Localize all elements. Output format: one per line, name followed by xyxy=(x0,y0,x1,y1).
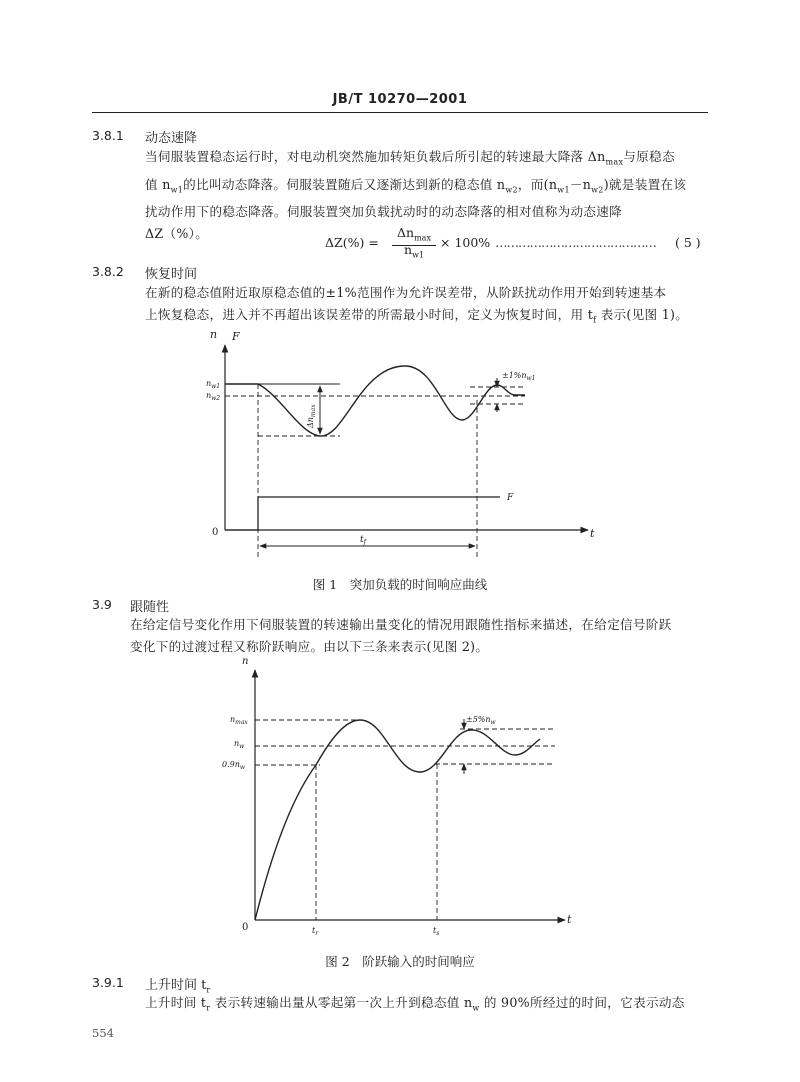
fig1-label-band: $\pm 1\%n_{w1}$ xyxy=(502,371,536,382)
fig1-label-n: n xyxy=(210,328,218,341)
formula-rhs: × 100% xyxy=(440,235,491,250)
section-title-3-9-1: 上升时间 $t_r$ xyxy=(145,978,211,995)
fig2-label-nw: $n_w$ xyxy=(234,739,245,750)
section-number-3-8-1: 3.8.1 xyxy=(92,128,124,143)
page-number: 554 xyxy=(92,1026,114,1040)
section-title-3-8-1: 动态速降 xyxy=(145,131,198,146)
paragraph-line: 上升时间 $t_r$ 表示转速输出量从零起第一次上升到稳态值 $n_w$ 的 90%所经过的时间，它表示动态 xyxy=(145,995,685,1013)
fig1-label-tf: $t_f$ xyxy=(360,535,366,546)
fig1-label-zero: 0 xyxy=(212,527,219,538)
paragraph-line: 当伺服装置稳态运行时，对电动机突然施加转矩负载后所引起的转速最大降落 $\Delta n_{max}$与原稳态 xyxy=(145,149,675,167)
figure-1-caption: 图 1 突加负载的时间响应曲线 xyxy=(312,577,488,592)
fig1-label-nw2: $n_{w2}$ xyxy=(206,391,221,402)
fig1-label-t: t xyxy=(590,527,595,540)
paragraph-3-9-1 xyxy=(145,992,710,1020)
formula-lhs: ΔZ(%) = xyxy=(325,235,379,250)
document-header: JB/T 10270—2001 xyxy=(332,92,468,107)
fig2-label-nmax: $n_{max}$ xyxy=(230,715,248,726)
fig1-label-dn: $\Delta n_{max}$ xyxy=(306,404,317,428)
formula-number: ( 5 ) xyxy=(675,235,701,250)
formula-numerator: $\Delta n_{max}$ xyxy=(392,226,436,246)
fig1-label-F: F xyxy=(232,330,240,343)
fig2-label-zero: 0 xyxy=(242,922,249,933)
section-title-3-9: 跟随性 xyxy=(130,600,170,615)
fig2-label-ts: $t_s$ xyxy=(433,926,440,937)
fig2-label-tr: $t_r$ xyxy=(312,926,319,937)
paragraph-line: ΔZ（%）。 xyxy=(145,226,209,242)
section-number-3-9: 3.9 xyxy=(92,597,112,612)
paragraph-line: 在新的稳态值附近取原稳态值的±1%范围作为允许误差带，从阶跃扰动作用开始到转速基本 xyxy=(145,285,667,300)
fig2-label-09nw: $0.9n_w$ xyxy=(222,760,246,771)
figure-2-caption: 图 2 阶跃输入的时间响应 xyxy=(325,954,475,969)
section-title-3-8-2: 恢复时间 xyxy=(145,267,198,282)
section-number-3-9-1: 3.9.1 xyxy=(92,975,124,990)
fig1-label-F2: F xyxy=(507,493,514,503)
fig1-label-nw1: $n_{w1}$ xyxy=(206,379,221,390)
formula-denominator: $n_{w1}$ xyxy=(404,242,424,260)
formula-leader-dots: …………………………………… xyxy=(495,235,656,250)
paragraph-line: 在给定信号变化作用下伺服装置的转速输出量变化的情况用跟随性指标来描述，在给定信号阶跃 xyxy=(130,617,672,632)
fig2-response-curve xyxy=(255,720,540,920)
section-number-3-8-2: 3.8.2 xyxy=(92,264,124,279)
paragraph-line: 值 $n_{w1}$的比叫动态降落。伺服装置随后又逐渐达到新的稳态值 $n_{w2}$，而$(n_{w1}-n_{w2})$就是装置在该 xyxy=(145,176,687,195)
fig2-label-band: $\pm 5\%n_w$ xyxy=(466,715,496,726)
paragraph-line: 上恢复稳态，进入并不再超出该误差带的所需最小时间，定义为恢复时间，用 $t_f$ 表示(见图 1)。 xyxy=(145,307,689,325)
paragraph-line: 变化下的过渡过程又称阶跃响应。由以下三条来表示(见图 2)。 xyxy=(130,639,489,654)
fig2-label-t: t xyxy=(567,913,572,926)
paragraph-line: 扰动作用下的稳态降落。伺服装置突加负载扰动时的动态降落的相对值称为动态速降 xyxy=(145,204,623,220)
fig2-label-n: n xyxy=(242,656,249,667)
